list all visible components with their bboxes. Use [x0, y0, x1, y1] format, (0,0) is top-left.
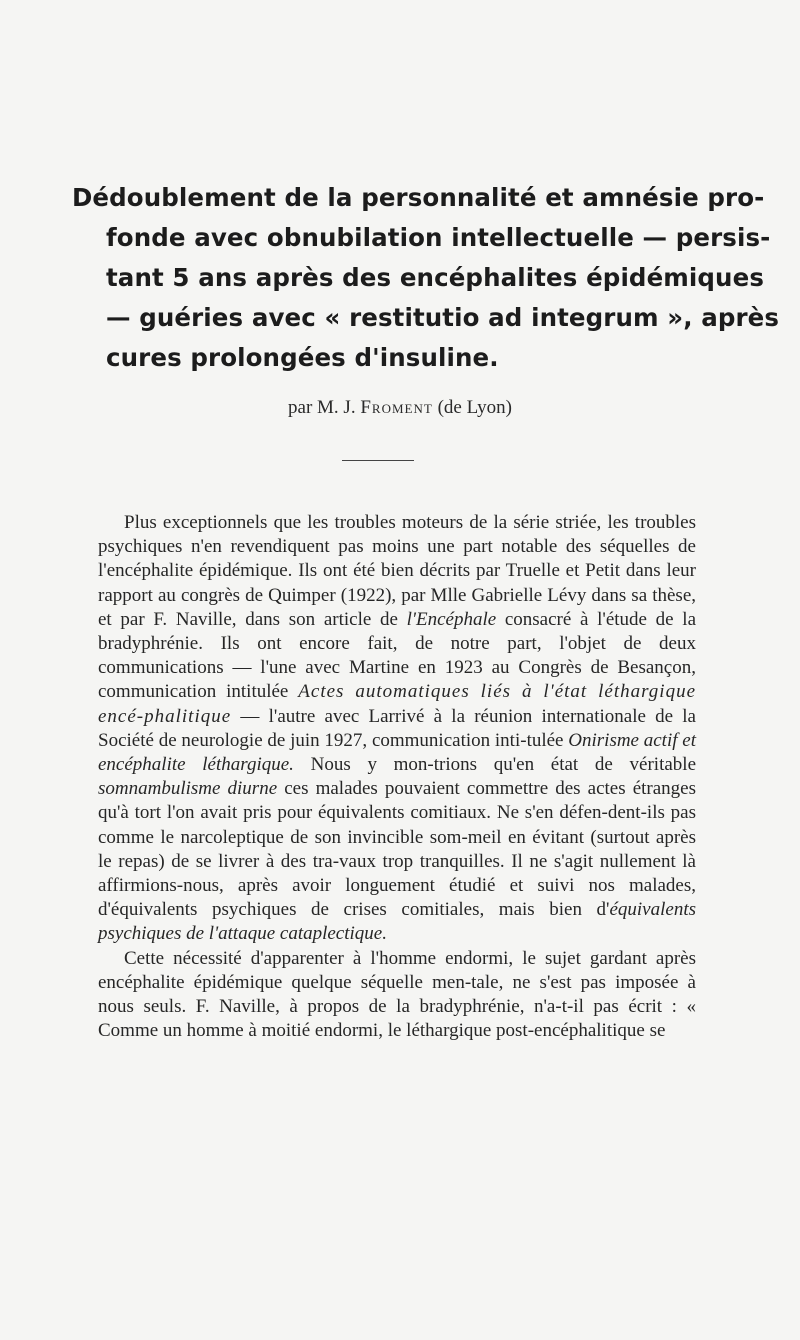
- byline-affiliation: (de Lyon): [437, 397, 512, 418]
- byline-prefix: par M. J.: [288, 397, 356, 418]
- term-somnambulisme-diurne: somnambulisme diurne: [98, 778, 278, 800]
- author-name: Froment: [360, 397, 433, 418]
- title-line-1: Dédoublement de la personnalité et amnésie pro-: [72, 183, 765, 212]
- paragraph-1-text-a: Plus exceptionnels que les troubles moteurs de la série striée, les troubles psychiques n'en revendiquent pas moins une part notable des séquelles de l'encéphalite épidémique. Ils ont été bien décrits par Truelle et Petit dans leur rapport au congrès de Quimper (1922), par Mlle Gabrielle Lévy dans sa thèse, et par F. Naville, dans son article de: [98, 512, 696, 630]
- term-equivalents-cataplectiques: équivalents psychiques de l'attaque cataplectique.: [98, 899, 696, 945]
- paragraph-1-text-d: Nous y mon-trions qu'en état de véritable: [310, 754, 696, 776]
- author-byline: [0, 397, 800, 419]
- title-line-3: tant 5 ans après des encéphalites épidémiques: [106, 263, 764, 292]
- article-body: [98, 511, 696, 1043]
- communication-title-2: Onirisme actif et encéphalite léthargique.: [98, 729, 696, 776]
- journal-title-encephale: l'Encéphale: [406, 608, 497, 630]
- title-line-4: — guéries avec « restitutio ad integrum », après: [106, 303, 780, 332]
- separator-rule: [342, 460, 414, 461]
- title-line-5: cures prolongées d'insuline.: [106, 343, 499, 372]
- paragraph-1-text-e: ces malades pouvaient commettre des actes étranges qu'à tort l'on avait pris pour équivalents comitiaux. Ne s'en défen-dent-ils pas comme le narcoleptique de son invincible som-meil en évitant (surtout après le repas) de se livrer à des tra-vaux trop tranquilles. Il ne s'agit nullement là affirmions-nous, après avoir longuement étudié et suivi nos malades, d'équivalents psychiques de crises comitiales, mais bien d': [98, 778, 697, 921]
- paragraph-1-text-c: — l'autre avec Larrivé à la réunion internationale de la Société de neurologie de juin 1927, communication inti-tulée: [98, 705, 696, 751]
- communication-title-1: Actes automatiques liés à l'état léthargique encé-phalitique: [98, 681, 697, 727]
- paragraph-1-text-b: consacré à l'étude de la bradyphrénie. Ils ont encore fait, de notre part, l'objet de deux communications — l'une avec Martine en 1923 au Congrès de Besançon, communication intitulée: [98, 608, 697, 703]
- paragraph-1: [98, 511, 696, 947]
- title-line-2: fonde avec obnubilation intellectuelle — persis-: [106, 223, 771, 252]
- paragraph-2: Cette nécessité d'apparenter à l'homme endormi, le sujet gardant après encéphalite épidémique quelque séquelle men-tale, ne s'est pas imposée à nous seuls. F. Naville, à propos de la bradyphrénie, n'a-t-il pas écrit : « Comme un homme à moitié endormi, le léthargique post-encéphalitique se: [98, 947, 696, 1042]
- article-title: [72, 178, 780, 378]
